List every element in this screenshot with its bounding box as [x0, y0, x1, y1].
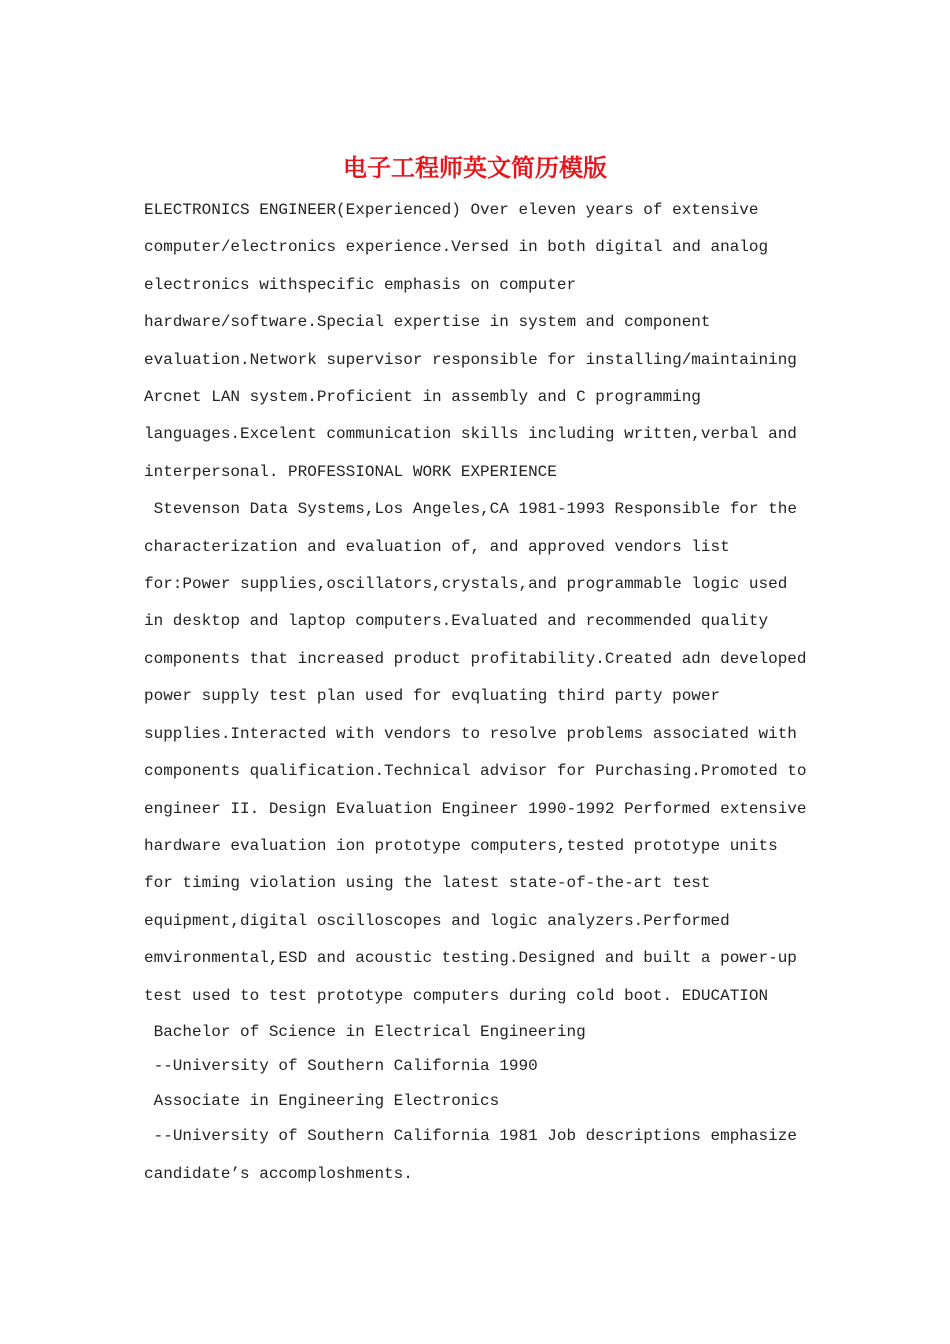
closing-paragraph: --University of Southern California 1981 Job descriptions emphasize candidate’s accomploshments.	[144, 1127, 807, 1183]
education-school-line: --University of Southern California 1990	[144, 1057, 538, 1076]
document-title: 电子工程师英文简历模版	[343, 153, 607, 182]
resume-body	[144, 192, 817, 1193]
experience-paragraph: Stevenson Data Systems,Los Angeles,CA 1981-1993 Responsible for the characterization and evaluation of, and approved vendors list for:Power supplies,oscillators,crystals,and programmable logic used in desktop and laptop computers.Evaluated and recommended quality components that increased product profitability.Created adn developed power supply test plan used for evqluating third party power supplies.Interacted with vendors to resolve problems associated with components qualification.Technical advisor for Purchasing.Promoted to engineer II. Design Evaluation Engineer 1990-1992 Performed extensive hardware evaluation ion prototype computers,tested prototype units for timing violation using the latest state-of-the-art test equipment,digital oscilloscopes and logic analyzers.Performed emvironmental,ESD and acoustic testing.Designed and built a power-up test used to test prototype computers during cold boot. EDUCATION	[144, 500, 817, 1005]
education-associate-line: Associate in Engineering Electronics	[144, 1091, 500, 1110]
summary-paragraph: ELECTRONICS ENGINEER(Experienced) Over eleven years of extensive computer/electronics experience.Versed in both digital and analog electronics withspecific emphasis on computer hardware/software.Special expertise in system and component evaluation.Network supervisor responsible for installing/maintaining Arcnet LAN system.Proficient in assembly and C programming languages.Excelent communication skills including written,verbal and interpersonal. PROFESSIONAL WORK EXPERIENCE	[144, 201, 807, 481]
education-degree-line: Bachelor of Science in Electrical Engineering	[144, 1022, 586, 1041]
